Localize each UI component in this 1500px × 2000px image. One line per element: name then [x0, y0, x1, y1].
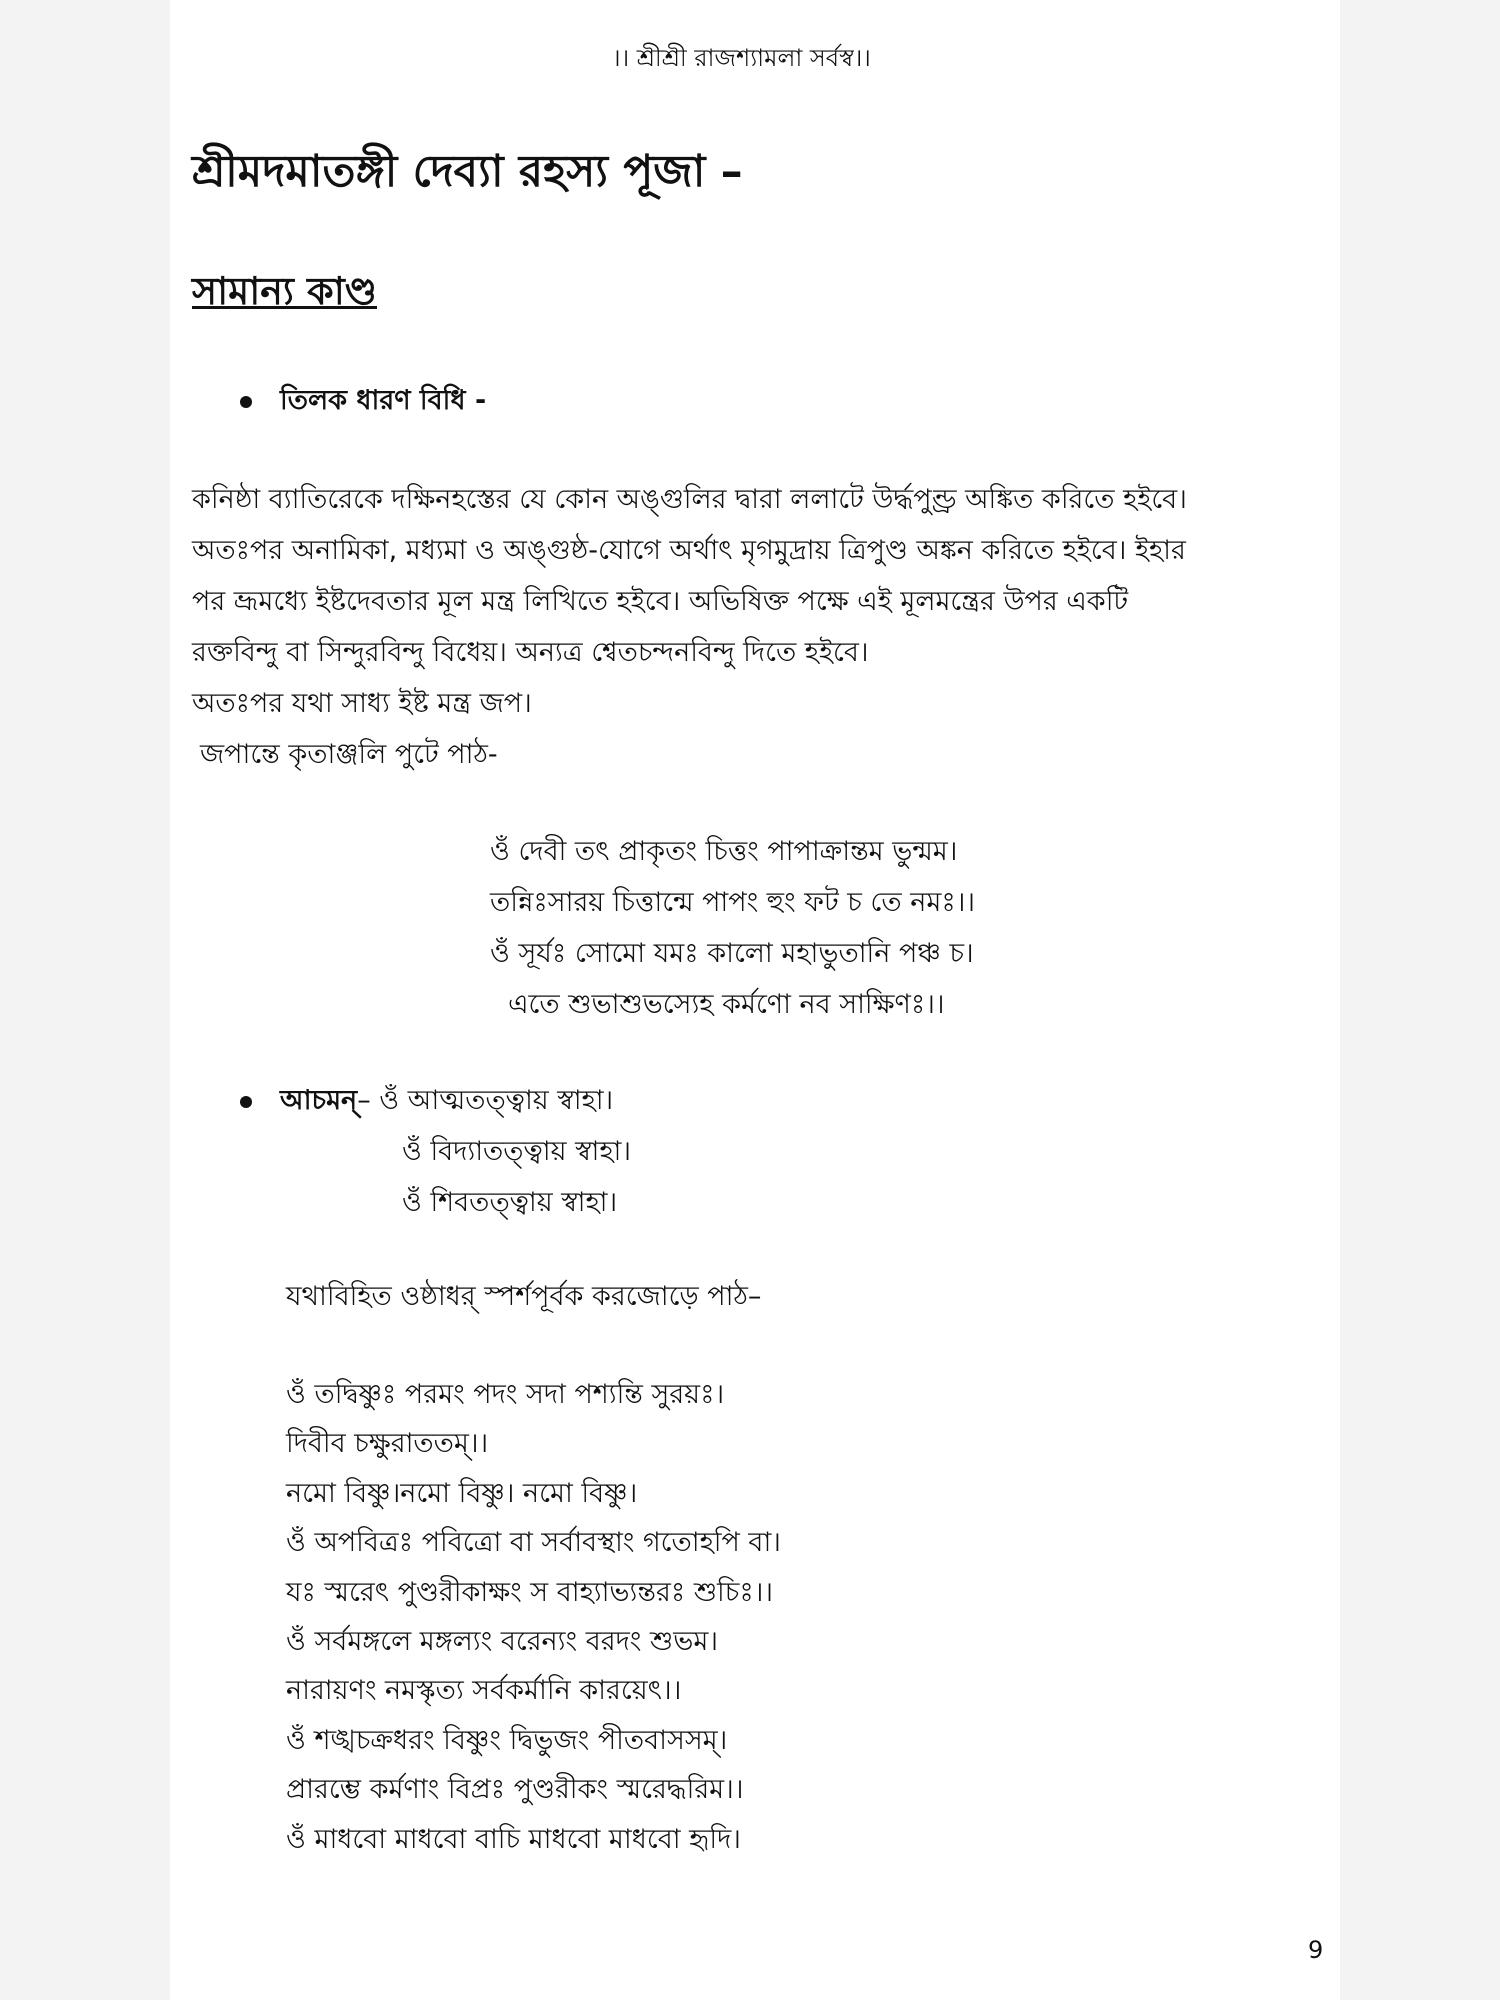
verse-line: ওঁ তদ্বিষ্ণুঃ পরমং পদং সদা পশ্যন্তি সুরয়ঃ।: [286, 1379, 725, 1410]
verse-line: এতে শুভাশুভস্যেহ কর্মণো নব সাক্ষিণঃ।।: [508, 989, 945, 1020]
achaman-line: ওঁ বিদ্যাতত্ত্বায় স্বাহা।: [402, 1136, 632, 1167]
japante-line: জপান্তে কৃতাঞ্জলি পুটে পাঠ-: [200, 739, 498, 770]
tilak-verse: [490, 826, 975, 1030]
achaman-verse: [286, 1370, 781, 1864]
paragraph-line: কনিষ্ঠা ব্যাতিরেকে দক্ষিনহস্তের যে কোন অঙ্গুলির দ্বারা ললাটে উর্দ্ধপুণ্ড্র অঙ্কিত করিতে হইবে।: [192, 484, 1187, 515]
verse-line: ওঁ দেবী তৎ প্রাকৃতং চিত্তং পাপাক্রান্তম ভুন্মম।: [490, 836, 958, 867]
running-header: ।। শ্রীশ্রী রাজশ্যামলা সর্বস্ব।।: [612, 44, 871, 72]
achaman-lines: [402, 1126, 631, 1228]
bullet-icon: [240, 1096, 252, 1108]
verse-line: ওঁ সর্বমঙ্গলে মঙ্গল্যং বরেন্যং বরদং শুভম।: [286, 1626, 718, 1658]
achaman-label: আচমন্: [280, 1085, 358, 1116]
verse-line: দিবীব চক্ষুরাততম্।।: [286, 1428, 489, 1460]
tilak-heading: [240, 380, 486, 425]
tilak-heading-text: তিলক ধারণ বিধি -: [280, 385, 487, 416]
achaman-first-line: – ওঁ আত্মতত্ত্বায় স্বাহা।: [357, 1085, 614, 1116]
bullet-icon: [240, 396, 252, 408]
achaman-heading: [240, 1080, 613, 1125]
paragraph-line: অতঃপর যথা সাধ্য ইষ্ট মন্ত্র জপ।: [192, 688, 532, 719]
verse-line: তন্নিঃসারয় চিত্তান্মে পাপং হুং ফট চ তে নমঃ।।: [490, 887, 976, 918]
paragraph-line: পর ভ্রূমধ্যে ইষ্টদেবতার মূল মন্ত্র লিখিতে হইবে। অভিষিক্ত পক্ষে এই মূলমন্ত্রের উপর একটি: [192, 586, 1129, 617]
verse-line: নমো বিষ্ণু।নমো বিষ্ণু। নমো বিষ্ণু।: [286, 1477, 638, 1509]
tilak-paragraph: [192, 474, 1187, 780]
page-title: শ্রীমদমাতঙ্গী দেব্যা রহস্য পূজা –: [192, 146, 743, 197]
verse-line: নারায়ণং নমস্কৃত্য সর্বকর্মানি কারয়েৎ।।: [286, 1675, 682, 1707]
verse-line: যঃ স্মরেৎ পুণ্ডরীকাক্ষং স বাহ্যাভ্যন্তরঃ শুচিঃ।।: [286, 1576, 774, 1608]
verse-line: ওঁ অপবিত্রঃ পবিত্রো বা সর্বাবস্থাং গতোহপি বা।: [286, 1527, 781, 1559]
verse-line: ওঁ মাধবো মাধবো বাচি মাধবো মাধবো হৃদি।: [286, 1823, 741, 1855]
page-number: 9: [1308, 1936, 1324, 1964]
verse-line: ওঁ শঙ্খচক্রধরং বিষ্ণুং দ্বিভুজং পীতবাসসম্।: [286, 1724, 728, 1756]
paragraph-line: রক্তবিন্দু বা সিন্দুরবিন্দু বিধেয়। অন্যত্র শ্বেতচন্দনবিন্দু দিতে হইবে।: [192, 637, 869, 668]
verse-line: প্রারম্ভে কর্মণাং বিপ্রঃ পুণ্ডরীকং স্মরেদ্ধরিম।।: [286, 1774, 744, 1806]
paragraph-line: অতঃপর অনামিকা, মধ্যমা ও অঙ্গুষ্ঠ-যোগে অর্থাৎ মৃগমুদ্রায় ত্রিপুণ্ড অঙ্কন করিতে হইবে। ইহার: [192, 535, 1186, 566]
verse-line: ওঁ সূর্যঃ সোমো যমঃ কালো মহাভুতানি পঞ্চ চ।: [490, 938, 974, 969]
section-heading: সামান্য কাণ্ড: [192, 269, 377, 313]
recite-instruction: যথাবিহিত ওষ্ঠাধর্ স্পর্শপূর্বক করজোড়ে পাঠ–: [286, 1281, 762, 1312]
achaman-line: ওঁ শিবতত্ত্বায় স্বাহা।: [402, 1187, 618, 1218]
